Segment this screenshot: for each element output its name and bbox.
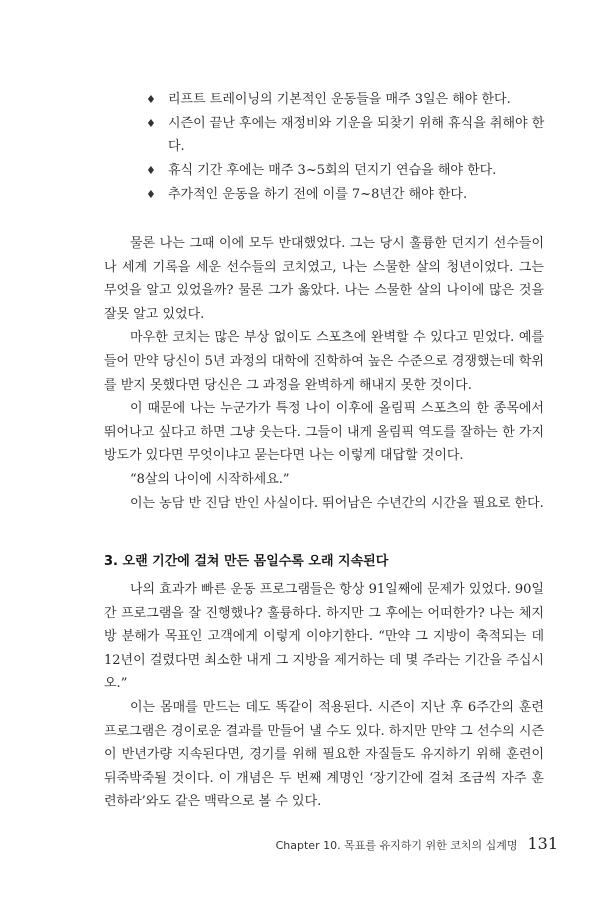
page-footer	[276, 834, 558, 853]
diamond-bullet-icon: ♦	[146, 117, 156, 130]
running-chapter-title: Chapter 10. 목표를 유지하기 위한 코치의 십계명	[275, 839, 518, 852]
diamond-bullet-icon: ♦	[146, 93, 156, 106]
paragraph: 나의 효과가 빠른 운동 프로그램들은 항상 91일째에 문제가 있었다. 90일간 프로그램을 잘 진행했나? 훌륭하다. 하지만 그 후에는 어떠한가? 나는 체지방 분해가 목표인 고객에게 이렇게 이야기한다. “만약 그 지방이 축적되는 데 12년이 걸렸다면 최소한 내게 그 지방을 제거하는 데 몇 주라는 기간을 주십시오.”	[104, 582, 544, 692]
body-text	[104, 232, 544, 515]
quote-paragraph: “8살의 나이에 시작하세요.”	[130, 471, 290, 487]
bullet-item: ♦ 리프트 트레이닝의 기본적인 운동들을 매주 3일은 해야 한다.	[146, 88, 546, 111]
diamond-bullet-icon: ♦	[146, 188, 156, 201]
page-number: 131	[527, 834, 558, 853]
paragraph: 이는 몸매를 만드는 데도 똑같이 적용된다. 시즌이 지난 후 6주간의 훈련 프로그램은 경이로운 결과를 만들어 낼 수도 있다. 하지만 만약 그 선수의 시즌이 반년가량 지속된다면, 경기를 위해 필요한 자질들도 유지하기 위해 훈련이 뒤죽박죽될 것이다. 이 개념은 두 번째 계명인 ‘장기간에 걸쳐 조금씩 자주 훈련하라’와도 같은 맥락으로 볼 수 있다.	[104, 699, 544, 810]
section-3	[104, 552, 544, 814]
paragraph: 이는 농담 반 진담 반인 사실이다. 뛰어남은 수년간의 시간을 필요로 한다.	[130, 495, 544, 511]
section-heading: 3. 오랜 기간에 걸쳐 만든 몸일수록 오래 지속된다	[104, 554, 389, 569]
paragraph: 마우한 코치는 많은 부상 없이도 스포츠에 완벽할 수 있다고 믿었다. 예를 들어 만약 당신이 5년 과정의 대학에 진학하여 높은 수준으로 경쟁했는데 학위를 받지 못했다면 당신은 그 과정을 완벽하게 해내지 못한 것이다.	[104, 330, 544, 393]
paragraph: 물론 나는 그때 이에 모두 반대했었다. 그는 당시 훌륭한 던지기 선수들이나 세계 기록을 세운 선수들의 코치였고, 나는 스물한 살의 청년이었다. 그는 무엇을 알고 있었을까? 물론 그가 옳았다. 나는 스물한 살의 나이에 많은 것을 잘못 알고 있었다.	[104, 236, 544, 322]
paragraph: 이 때문에 나는 누군가가 특정 나이 이후에 올림픽 스포츠의 한 종목에서 뛰어나고 싶다고 하면 그냥 웃는다. 그들이 내게 올림픽 역도를 잘하는 한 가지 방도가 있다면 무엇이냐고 묻는다면 나는 이렇게 대답할 것이다.	[104, 401, 544, 464]
bullet-item: ♦ 휴식 기간 후에는 매주 3~5회의 던지기 연습을 해야 한다.	[146, 159, 546, 182]
bullet-list	[146, 88, 546, 207]
bullet-item: ♦ 추가적인 운동을 하기 전에 이를 7~8년간 해야 한다.	[146, 183, 546, 206]
diamond-bullet-icon: ♦	[146, 164, 156, 177]
bullet-item: ♦ 시즌이 끝난 후에는 재정비와 기운을 되찾기 위해 휴식을 취해야 한다.	[146, 112, 546, 158]
